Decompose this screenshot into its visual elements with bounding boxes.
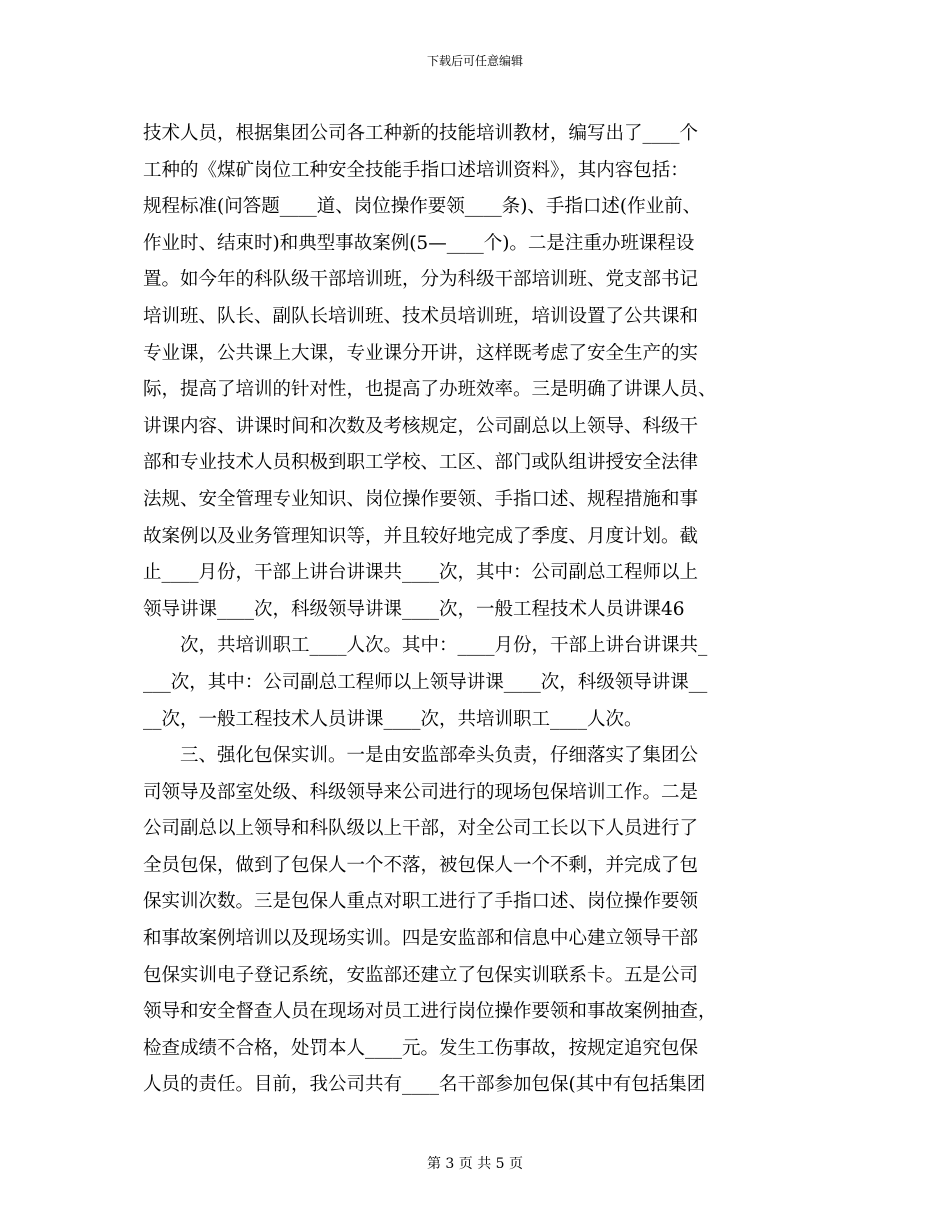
text-line: 规程标准(问答题____道、岗位操作要领____条)、手指口述(作业前、 — [143, 196, 702, 218]
text-line: 作业时、结束时)和典型事故案例(5—____个)。二是注重办班课程设 — [143, 232, 695, 254]
text-line: 法规、安全管理专业知识、岗位操作要领、手指口述、规程措施和事 — [143, 488, 699, 510]
text-line: 保实训次数。三是包保人重点对职工进行了手指口述、岗位操作要领 — [143, 891, 699, 913]
document-body — [143, 116, 815, 1104]
text-line: 际，提高了培训的针对性，也提高了办班效率。三是明确了讲课人员、 — [143, 379, 717, 401]
text-line: 故案例以及业务管理知识等，并且较好地完成了季度、月度计划。截 — [143, 525, 699, 547]
text-line: 全员包保，做到了包保人一个不落，被包保人一个不剩，并完成了包 — [143, 854, 699, 876]
text-line: 和事故案例培训以及现场实训。四是安监部和信息中心建立领导干部 — [143, 928, 699, 950]
text-line: 止____月份，干部上讲台讲课共____次，其中：公司副总工程师以上 — [143, 562, 699, 584]
text-line: 检查成绩不合格，处罚本人____元。发生工伤事故，按规定追究包保 — [143, 1037, 699, 1059]
text-line: 人员的责任。目前，我公司共有____名干部参加包保(其中有包括集团 — [143, 1074, 706, 1096]
section-heading-line: 三、强化包保实训。一是由安监部牵头负责，仔细落实了集团公 — [180, 745, 699, 767]
text-line: 工种的《煤矿岗位工种安全技能手指口述培训资料》，其内容包括： — [143, 159, 689, 181]
text-line: 部和专业技术人员积极到职工学校、工区、部门或队组讲授安全法律 — [143, 452, 699, 474]
page-header: 下载后可任意编辑 — [426, 54, 523, 68]
text-line: 专业课，公共课上大课，专业课分开讲，这样既考虑了安全生产的实 — [143, 342, 699, 364]
text-line: 培训班、队长、副队长培训班、技术员培训班，培训设置了公共课和 — [143, 305, 699, 327]
text-line: 司领导及部室处级、科级领导来公司进行的现场包保培训工作。二是 — [143, 781, 699, 803]
text-line: 包保实训电子登记系统，安监部还建立了包保实训联系卡。五是公司 — [143, 964, 699, 986]
text-line: 讲课内容、讲课时间和次数及考核规定，公司副总以上领导、科级干 — [143, 415, 699, 437]
text-line: 技术人员，根据集团公司各工种新的技能培训教材，编写出了____个 — [143, 123, 699, 144]
text-line: 领导和安全督查人员在现场对员工进行岗位操作要领和事故案例抽查， — [143, 1001, 717, 1023]
text-line: __次，一般工程技术人员讲课____次，共培训职工____人次。 — [143, 708, 643, 730]
text-line: ___次，其中：公司副总工程师以上领导讲课____次，科级领导讲课__ — [143, 671, 708, 693]
text-line: 置。如今年的科队级干部培训班，分为科级干部培训班、党支部书记 — [143, 269, 699, 291]
text-line: 次，共培训职工____人次。其中：____月份，干部上讲台讲课共_ — [180, 635, 708, 657]
text-line: 领导讲课____次，科级领导讲课____次，一般工程技术人员讲课46 — [143, 598, 685, 620]
page-footer: 第 3 页 共 5 页 — [426, 1156, 524, 1172]
text-line: 公司副总以上领导和科队级以上干部，对全公司工长以下人员进行了 — [143, 818, 699, 840]
